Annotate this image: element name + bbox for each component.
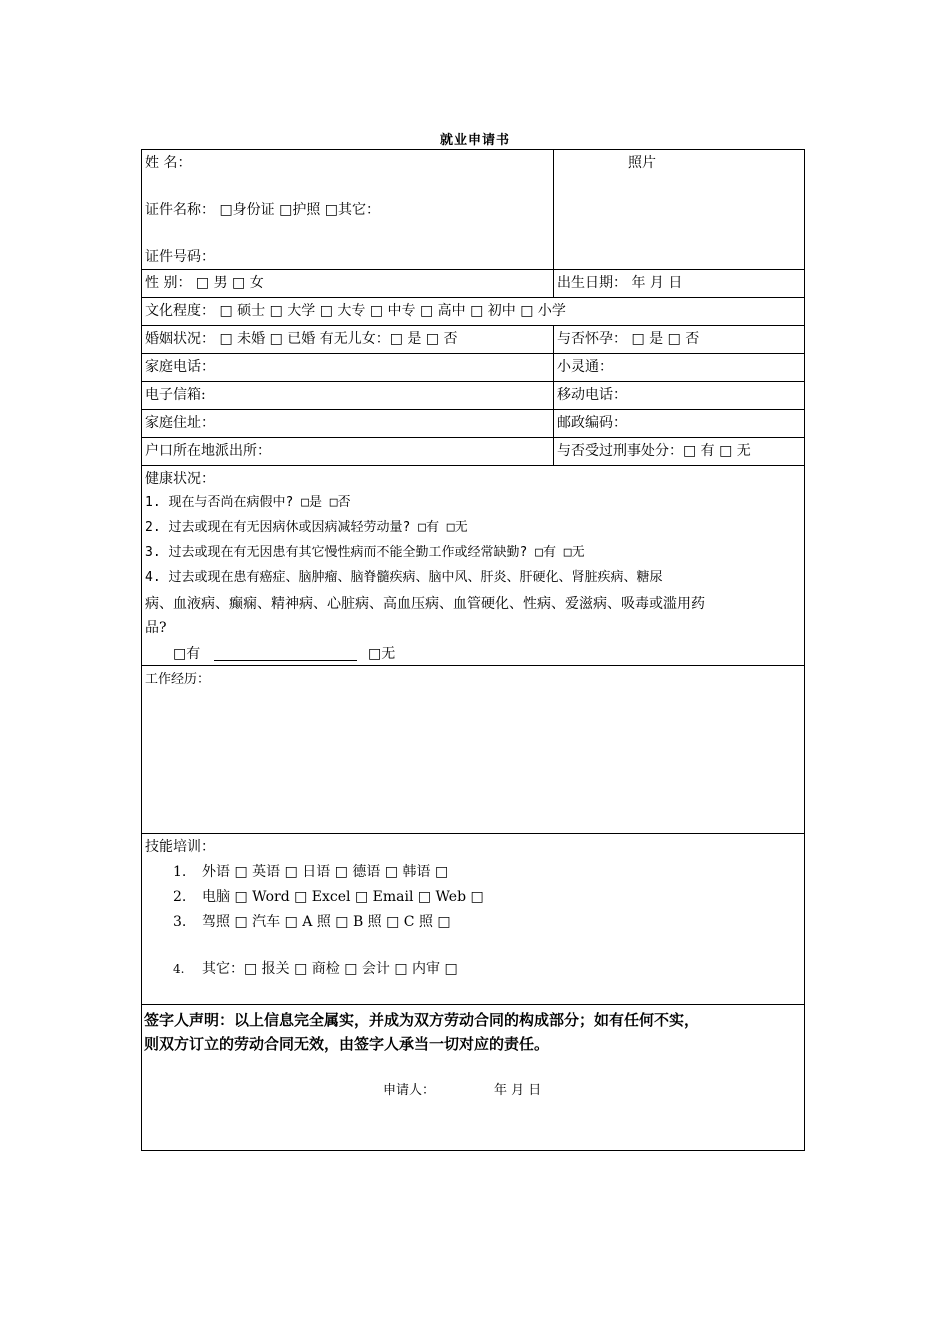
row-divider xyxy=(141,269,805,270)
row-divider xyxy=(141,1004,805,1005)
work-history-label: 工作经历： xyxy=(145,672,211,687)
row-divider xyxy=(141,325,805,326)
applicant-label: 申请人： xyxy=(383,1083,436,1098)
mobile-label: 移动电话： xyxy=(557,387,627,403)
gender-field[interactable]: 性 别： □ 男 □ 女 xyxy=(145,275,264,291)
skill-computer[interactable]: 电脑 □ Word □ Excel □ Email □ Web □ xyxy=(202,889,484,905)
column-divider xyxy=(553,269,554,297)
skill-other[interactable]: 其它：□ 报关 □ 商检 □ 会计 □ 内审 □ xyxy=(202,961,458,977)
health-q1[interactable]: 1. 现在与否尚在病假中? □是 □否 xyxy=(145,495,351,510)
row-divider xyxy=(141,665,805,666)
health-q2[interactable]: 2. 过去或现在有无因病休或因病减轻劳动量? □有 □无 xyxy=(145,520,468,535)
xiaolingtong-label: 小灵通： xyxy=(557,359,613,375)
row-divider xyxy=(141,409,805,410)
row-divider xyxy=(141,353,805,354)
declaration-line2: 则双方订立的劳动合同无效，由签字人承当一切对应的责任。 xyxy=(144,1035,550,1053)
marital-field[interactable]: 婚姻状况： □ 未婚 □ 已婚 有无儿女：□ 是 □ 否 xyxy=(145,331,458,347)
form-title: 就业申请书 xyxy=(439,133,510,148)
signature-date: 年 月 日 xyxy=(494,1083,542,1098)
health-label: 健康状况： xyxy=(145,471,215,487)
health-q4-line2: 病、血液病、癫痫、精神病、心脏病、高血压病、血管硬化、性病、爱滋病、吸毒或滥用药 xyxy=(145,596,705,612)
row-divider xyxy=(141,297,805,298)
pregnant-field[interactable]: 与否怀孕： □ 是 □ 否 xyxy=(557,331,700,347)
id-type-field[interactable]: 证件名称： □身份证 □护照 □其它： xyxy=(145,202,381,218)
photo-label: 照片 xyxy=(628,155,656,171)
health-q4-no-checkbox[interactable]: □无 xyxy=(368,646,396,662)
skill-num-1: 1. xyxy=(173,864,187,880)
health-q4-line3: 品? xyxy=(145,620,167,636)
criminal-record-field[interactable]: 与否受过刑事处分：□ 有 □ 无 xyxy=(557,443,751,459)
address-label: 家庭住址： xyxy=(145,415,215,431)
column-divider xyxy=(553,149,554,269)
column-divider xyxy=(553,325,554,465)
health-q4-fill-line[interactable] xyxy=(214,660,357,661)
skill-languages[interactable]: 外语 □ 英语 □ 日语 □ 德语 □ 韩语 □ xyxy=(202,864,449,880)
skill-num-2: 2. xyxy=(173,889,187,905)
application-form-table xyxy=(141,149,805,1151)
education-field[interactable]: 文化程度： □ 硕士 □ 大学 □ 大专 □ 中专 □ 高中 □ 初中 □ 小学 xyxy=(145,303,566,319)
skill-driving[interactable]: 驾照 □ 汽车 □ A 照 □ B 照 □ C 照 □ xyxy=(202,914,451,930)
name-label: 姓 名： xyxy=(145,155,192,171)
declaration-line1: 签字人声明：以上信息完全属实，并成为双方劳动合同的构成部分；如有任何不实， xyxy=(144,1011,700,1029)
hukou-label: 户口所在地派出所： xyxy=(145,443,271,459)
home-phone-label: 家庭电话： xyxy=(145,359,215,375)
row-divider xyxy=(141,465,805,466)
skill-num-3: 3. xyxy=(173,914,187,930)
row-divider xyxy=(141,437,805,438)
health-q3[interactable]: 3. 过去或现在有无因患有其它慢性病而不能全勤工作或经常缺勤? □有 □无 xyxy=(145,545,585,560)
skills-label: 技能培训： xyxy=(145,839,215,855)
id-number-label: 证件号码： xyxy=(145,249,215,265)
email-label: 电子信箱: xyxy=(145,387,206,403)
skill-num-4: 4. xyxy=(173,962,185,976)
health-q4-line1: 4. 过去或现在患有癌症、脑肿瘤、脑脊髓疾病、脑中风、肝炎、肝硬化、肾脏疾病、糖尿 xyxy=(145,570,663,585)
health-q4-yes-checkbox[interactable]: □有 xyxy=(173,646,201,662)
row-divider xyxy=(141,381,805,382)
postcode-label: 邮政编码： xyxy=(557,415,627,431)
birth-date-field: 出生日期： 年 月 日 xyxy=(557,275,683,291)
row-divider xyxy=(141,833,805,834)
